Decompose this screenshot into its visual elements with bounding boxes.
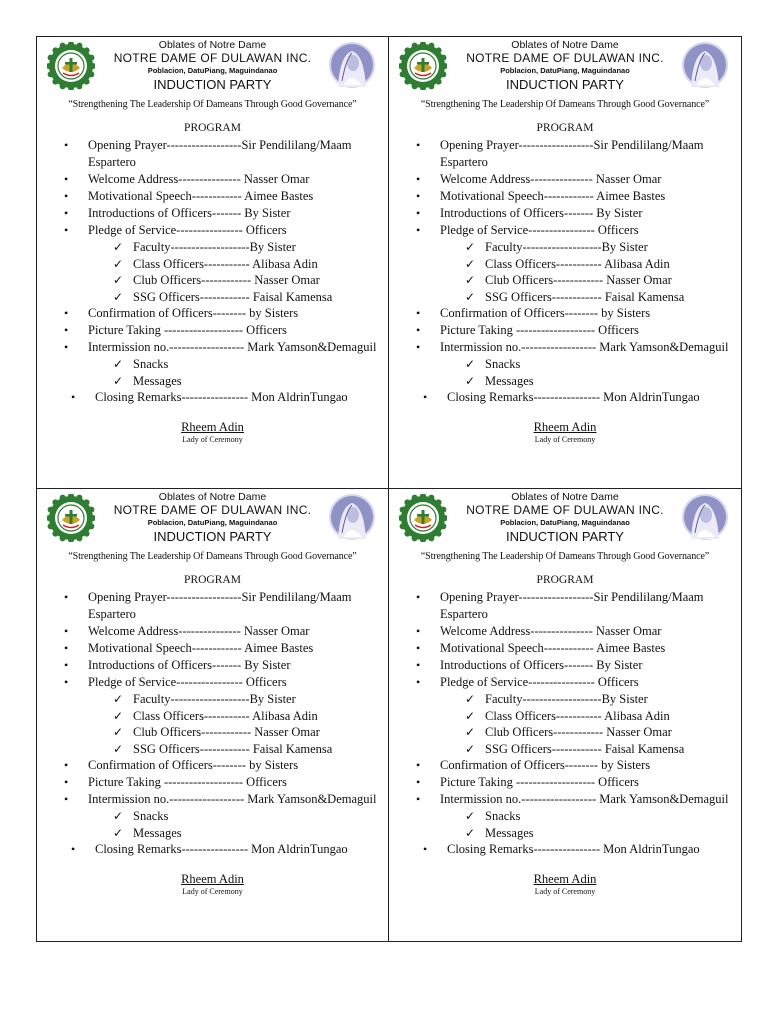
- intermission-sublist: [88, 808, 382, 841]
- item-text: Pledge of Service---------------- Officers: [440, 675, 639, 689]
- item-text: Closing Remarks---------------- Mon AldrinTungao: [95, 842, 348, 856]
- sub-item-text: Snacks: [133, 357, 169, 371]
- program-list: [37, 137, 388, 406]
- sub-item: [440, 741, 735, 758]
- item-text: Introductions of Officers------- By Sister: [88, 206, 291, 220]
- program-card-4: [389, 489, 741, 941]
- signatory-role: Lady of Ceremony: [534, 435, 596, 444]
- bullet-icon: •: [64, 792, 69, 806]
- program-card-2: [389, 37, 741, 489]
- event-theme: “Strengthening The Leadership Of Dameans Through Good Governance”: [420, 551, 710, 562]
- list-item: [37, 757, 388, 774]
- item-text: Welcome Address--------------- Nasser Omar: [440, 172, 662, 186]
- bullet-icon: •: [416, 658, 421, 672]
- school-address: Poblacion, DatuPiang, Maguindanao: [500, 518, 630, 527]
- list-item: [389, 205, 741, 222]
- item-text: Picture Taking ------------------- Officers: [440, 323, 639, 337]
- bullet-icon: •: [423, 390, 428, 404]
- list-item: [37, 339, 388, 389]
- check-icon: ✓: [113, 240, 124, 254]
- check-icon: ✓: [465, 289, 476, 304]
- bullet-icon: •: [64, 189, 69, 203]
- item-text: Pledge of Service---------------- Officers: [88, 223, 287, 237]
- sub-item: [88, 741, 382, 758]
- signature-block: [389, 420, 741, 445]
- list-item: [37, 389, 388, 406]
- sub-item: [440, 256, 735, 273]
- signatory-role: Lady of Ceremony: [182, 435, 243, 444]
- bullet-icon: •: [64, 223, 69, 237]
- list-item: [37, 623, 388, 640]
- sub-item-text: Faculty-------------------By Sister: [133, 692, 296, 706]
- list-item: [37, 222, 388, 305]
- pledge-sublist: [440, 691, 735, 757]
- bullet-icon: •: [416, 172, 421, 186]
- list-item: [37, 188, 388, 205]
- bullet-icon: •: [416, 206, 421, 220]
- sub-item: [88, 708, 382, 725]
- signatory-name: Rheem Adin: [533, 872, 597, 886]
- item-text: Welcome Address--------------- Nasser Omar: [88, 172, 310, 186]
- list-item: [389, 623, 741, 640]
- sub-item-text: Club Officers------------ Nasser Omar: [485, 273, 672, 287]
- card-header: [389, 489, 741, 549]
- bullet-icon: •: [416, 641, 421, 655]
- sub-item: [440, 272, 735, 289]
- bullet-icon: •: [64, 323, 69, 337]
- signatory-name: Rheem Adin: [181, 420, 244, 434]
- bullet-icon: •: [64, 624, 69, 638]
- list-item: [389, 389, 741, 406]
- item-text: Closing Remarks---------------- Mon AldrinTungao: [95, 390, 348, 404]
- sub-item: [440, 373, 735, 390]
- item-text: Motivational Speech------------ Aimee Bastes: [88, 641, 314, 655]
- check-icon: ✓: [465, 240, 476, 254]
- sub-item-text: SSG Officers------------ Faisal Kamensa: [133, 289, 333, 304]
- list-item: [389, 322, 741, 339]
- list-item: [389, 589, 741, 623]
- sub-item-text: Messages: [485, 825, 534, 840]
- bullet-icon: •: [416, 624, 421, 638]
- item-text: Intermission no.------------------ Mark Yamson&Demaguil: [440, 340, 729, 354]
- item-text: Confirmation of Officers-------- by Sisters: [88, 758, 299, 772]
- sub-item-text: SSG Officers------------ Faisal Kamensa: [485, 289, 685, 304]
- bullet-icon: •: [416, 189, 421, 203]
- program-card-1: [37, 37, 389, 489]
- bullet-icon: •: [423, 842, 428, 856]
- check-icon: ✓: [113, 692, 124, 706]
- sub-item-text: Class Officers----------- Alibasa Adin: [133, 708, 318, 723]
- item-text: Welcome Address--------------- Nasser Omar: [440, 624, 662, 638]
- sub-item: [440, 239, 735, 256]
- check-icon: ✓: [465, 809, 476, 823]
- item-text: Confirmation of Officers-------- by Sisters: [440, 758, 651, 772]
- card-header: [37, 37, 388, 97]
- signatory-role: Lady of Ceremony: [534, 887, 596, 896]
- check-icon: ✓: [113, 725, 124, 739]
- list-item: [389, 791, 741, 841]
- card-header: [37, 489, 388, 549]
- invitation-sheet: [36, 36, 742, 942]
- event-title: INDUCTION PARTY: [506, 77, 624, 92]
- item-text: Pledge of Service---------------- Officers: [88, 675, 287, 689]
- sub-item: [88, 808, 382, 825]
- check-icon: ✓: [113, 809, 124, 823]
- bullet-icon: •: [416, 758, 421, 772]
- check-icon: ✓: [465, 273, 476, 287]
- virgin-mary-icon: [328, 493, 376, 541]
- bullet-icon: •: [64, 590, 69, 604]
- bullet-icon: •: [71, 842, 76, 856]
- sub-item: [88, 272, 382, 289]
- program-title: PROGRAM: [184, 574, 241, 586]
- check-icon: ✓: [465, 708, 476, 723]
- bullet-icon: •: [416, 340, 421, 354]
- item-text: Motivational Speech------------ Aimee Bastes: [440, 189, 666, 203]
- list-item: [37, 674, 388, 757]
- sub-item: [88, 825, 382, 842]
- sub-item-text: SSG Officers------------ Faisal Kamensa: [485, 741, 685, 756]
- bullet-icon: •: [416, 138, 421, 152]
- org-name: Oblates of Notre Dame: [158, 39, 267, 51]
- sub-item: [440, 289, 735, 306]
- bullet-icon: •: [64, 306, 69, 320]
- list-item: [389, 339, 741, 389]
- bullet-icon: •: [416, 590, 421, 604]
- sub-item-text: Faculty-------------------By Sister: [133, 240, 296, 254]
- school-seal-icon: [47, 494, 95, 542]
- check-icon: ✓: [465, 725, 476, 739]
- pledge-sublist: [88, 239, 382, 305]
- org-name: Oblates of Notre Dame: [511, 491, 619, 503]
- item-text: Confirmation of Officers-------- by Sisters: [440, 306, 651, 320]
- item-text: Picture Taking ------------------- Officers: [88, 323, 287, 337]
- check-icon: ✓: [113, 289, 124, 304]
- list-item: [37, 171, 388, 188]
- list-item: [389, 305, 741, 322]
- program-list: [389, 589, 741, 858]
- org-name: Oblates of Notre Dame: [158, 491, 267, 503]
- item-text: Closing Remarks---------------- Mon AldrinTungao: [447, 390, 700, 404]
- intermission-sublist: [88, 356, 382, 389]
- sub-item: [88, 289, 382, 306]
- bullet-icon: •: [64, 758, 69, 772]
- check-icon: ✓: [465, 825, 476, 840]
- school-name: NOTRE DAME OF DULAWAN INC.: [113, 51, 312, 65]
- card-header: [389, 37, 741, 97]
- list-item: [37, 589, 388, 623]
- program-title: PROGRAM: [536, 574, 594, 586]
- event-title: INDUCTION PARTY: [153, 77, 272, 92]
- sub-item: [88, 356, 382, 373]
- school-address: Poblacion, DatuPiang, Maguindanao: [147, 66, 278, 75]
- school-address: Poblacion, DatuPiang, Maguindanao: [500, 66, 630, 75]
- school-name: NOTRE DAME OF DULAWAN INC.: [466, 51, 664, 65]
- check-icon: ✓: [465, 692, 476, 706]
- check-icon: ✓: [113, 741, 124, 756]
- virgin-mary-icon: [681, 493, 729, 541]
- sub-item-text: Faculty-------------------By Sister: [485, 240, 648, 254]
- list-item: [37, 791, 388, 841]
- check-icon: ✓: [465, 357, 476, 371]
- list-item: [389, 171, 741, 188]
- signatory-name: Rheem Adin: [181, 872, 244, 886]
- school-seal-icon: [399, 494, 447, 542]
- item-text: Intermission no.------------------ Mark Yamson&Demaguil: [440, 792, 729, 806]
- program-list: [389, 137, 741, 406]
- bullet-icon: •: [71, 390, 76, 404]
- list-item: [37, 774, 388, 791]
- item-text: Intermission no.------------------ Mark Yamson&Demaguil: [88, 340, 377, 354]
- bullet-icon: •: [416, 306, 421, 320]
- list-item: [389, 841, 741, 858]
- event-theme: “Strengthening The Leadership Of Dameans Through Good Governance”: [420, 99, 710, 110]
- list-item: [37, 841, 388, 858]
- program-card-3: [37, 489, 389, 941]
- sub-item: [440, 691, 735, 708]
- sub-item: [440, 808, 735, 825]
- intermission-sublist: [440, 808, 735, 841]
- event-theme: “Strengthening The Leadership Of Dameans Through Good Governance”: [68, 99, 357, 110]
- list-item: [37, 137, 388, 171]
- signatory-role: Lady of Ceremony: [182, 887, 243, 896]
- list-item: [389, 657, 741, 674]
- sub-item-text: Club Officers------------ Nasser Omar: [133, 725, 320, 739]
- item-text: Closing Remarks---------------- Mon AldrinTungao: [447, 842, 700, 856]
- bullet-icon: •: [64, 340, 69, 354]
- sub-item: [88, 256, 382, 273]
- check-icon: ✓: [113, 373, 124, 388]
- item-text: Confirmation of Officers-------- by Sisters: [88, 306, 299, 320]
- sub-item-text: Club Officers------------ Nasser Omar: [133, 273, 320, 287]
- item-text: Motivational Speech------------ Aimee Bastes: [440, 641, 666, 655]
- sub-item-text: Messages: [485, 373, 534, 388]
- signatory-name: Rheem Adin: [533, 420, 597, 434]
- item-text: Picture Taking ------------------- Officers: [440, 775, 639, 789]
- signature-block: [37, 420, 388, 445]
- item-text: Opening Prayer------------------Sir Pendililang/Maam Espartero: [440, 590, 704, 621]
- school-seal-icon: [47, 42, 95, 90]
- bullet-icon: •: [64, 775, 69, 789]
- check-icon: ✓: [113, 825, 124, 840]
- signature-block: [389, 872, 741, 897]
- list-item: [389, 640, 741, 657]
- sub-item: [88, 724, 382, 741]
- item-text: Introductions of Officers------- By Sister: [88, 658, 291, 672]
- list-item: [37, 657, 388, 674]
- sub-item: [440, 825, 735, 842]
- sub-item-text: Faculty-------------------By Sister: [485, 692, 648, 706]
- event-title: INDUCTION PARTY: [506, 529, 624, 544]
- sub-item-text: Club Officers------------ Nasser Omar: [485, 725, 672, 739]
- list-item: [37, 640, 388, 657]
- school-name: NOTRE DAME OF DULAWAN INC.: [466, 503, 664, 517]
- intermission-sublist: [440, 356, 735, 389]
- list-item: [37, 305, 388, 322]
- pledge-sublist: [88, 691, 382, 757]
- item-text: Pledge of Service---------------- Officers: [440, 223, 639, 237]
- school-address: Poblacion, DatuPiang, Maguindanao: [147, 518, 278, 527]
- check-icon: ✓: [113, 708, 124, 723]
- bullet-icon: •: [416, 792, 421, 806]
- virgin-mary-icon: [681, 41, 729, 89]
- item-text: Welcome Address--------------- Nasser Omar: [88, 624, 310, 638]
- event-title: INDUCTION PARTY: [153, 529, 272, 544]
- bullet-icon: •: [416, 323, 421, 337]
- list-item: [389, 137, 741, 171]
- sub-item: [88, 691, 382, 708]
- sub-item-text: Class Officers----------- Alibasa Adin: [485, 256, 670, 271]
- check-icon: ✓: [113, 273, 124, 287]
- list-item: [37, 322, 388, 339]
- list-item: [389, 674, 741, 757]
- bullet-icon: •: [64, 138, 69, 152]
- sub-item: [440, 724, 735, 741]
- bullet-icon: •: [64, 675, 69, 689]
- sub-item-text: Class Officers----------- Alibasa Adin: [133, 256, 318, 271]
- check-icon: ✓: [465, 256, 476, 271]
- item-text: Introductions of Officers------- By Sister: [440, 658, 643, 672]
- event-theme: “Strengthening The Leadership Of Dameans Through Good Governance”: [68, 551, 357, 562]
- sub-item: [440, 356, 735, 373]
- sub-item-text: Snacks: [485, 809, 521, 823]
- sub-item-text: SSG Officers------------ Faisal Kamensa: [133, 741, 333, 756]
- sub-item-text: Snacks: [485, 357, 521, 371]
- sub-item: [88, 373, 382, 390]
- item-text: Picture Taking ------------------- Officers: [88, 775, 287, 789]
- bullet-icon: •: [64, 172, 69, 186]
- bullet-icon: •: [64, 206, 69, 220]
- sub-item-text: Messages: [133, 825, 182, 840]
- list-item: [389, 774, 741, 791]
- school-seal-icon: [399, 42, 447, 90]
- check-icon: ✓: [465, 373, 476, 388]
- sub-item: [88, 239, 382, 256]
- sub-item: [440, 708, 735, 725]
- bullet-icon: •: [416, 223, 421, 237]
- bullet-icon: •: [64, 641, 69, 655]
- sub-item-text: Snacks: [133, 809, 169, 823]
- bullet-icon: •: [416, 675, 421, 689]
- list-item: [389, 188, 741, 205]
- list-item: [389, 222, 741, 305]
- item-text: Opening Prayer------------------Sir Pendililang/Maam Espartero: [440, 138, 704, 169]
- list-item: [37, 205, 388, 222]
- check-icon: ✓: [465, 741, 476, 756]
- program-title: PROGRAM: [184, 122, 241, 134]
- sub-item-text: Messages: [133, 373, 182, 388]
- bullet-icon: •: [416, 775, 421, 789]
- school-name: NOTRE DAME OF DULAWAN INC.: [113, 503, 312, 517]
- program-list: [37, 589, 388, 858]
- virgin-mary-icon: [328, 41, 376, 89]
- check-icon: ✓: [113, 357, 124, 371]
- signature-block: [37, 872, 388, 897]
- list-item: [389, 757, 741, 774]
- item-text: Motivational Speech------------ Aimee Bastes: [88, 189, 314, 203]
- item-text: Opening Prayer------------------Sir Pendililang/Maam Espartero: [88, 590, 352, 621]
- bullet-icon: •: [64, 658, 69, 672]
- pledge-sublist: [440, 239, 735, 305]
- program-title: PROGRAM: [536, 122, 594, 134]
- sub-item-text: Class Officers----------- Alibasa Adin: [485, 708, 670, 723]
- check-icon: ✓: [113, 256, 124, 271]
- item-text: Introductions of Officers------- By Sister: [440, 206, 643, 220]
- org-name: Oblates of Notre Dame: [511, 39, 619, 51]
- item-text: Intermission no.------------------ Mark Yamson&Demaguil: [88, 792, 377, 806]
- item-text: Opening Prayer------------------Sir Pendililang/Maam Espartero: [88, 138, 352, 169]
